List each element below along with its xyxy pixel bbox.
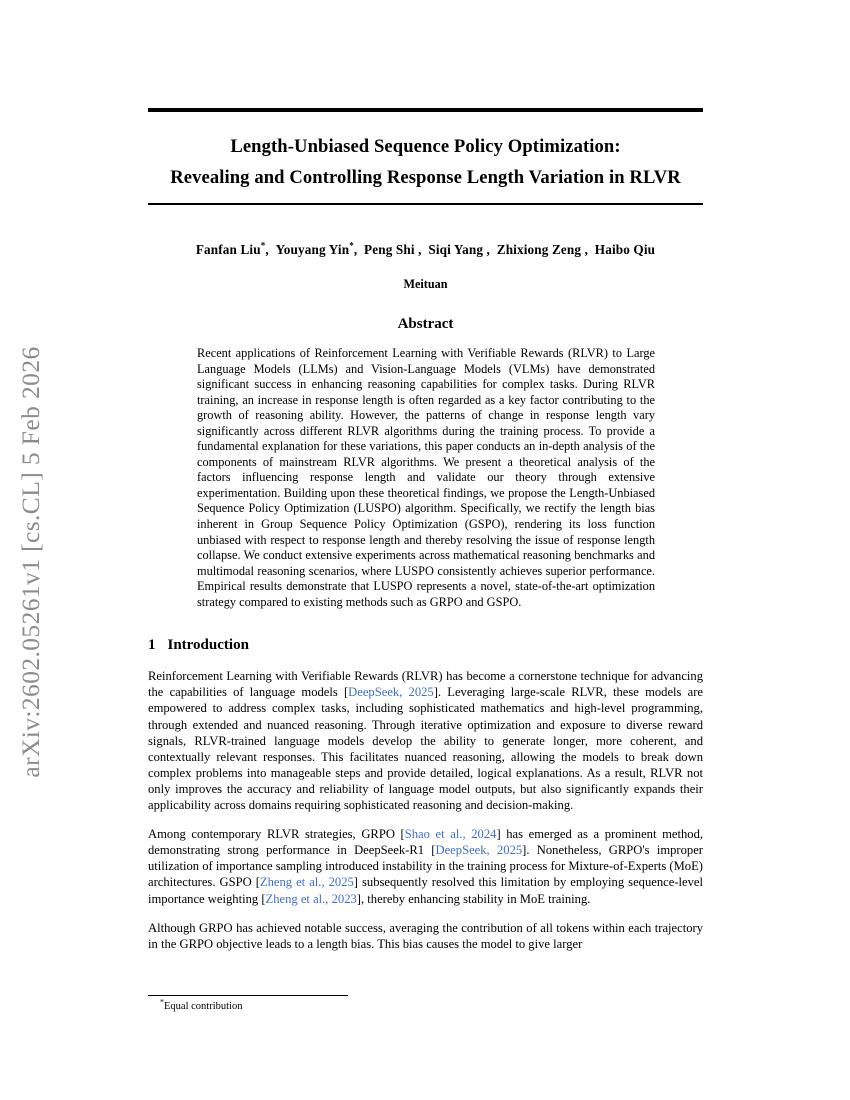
abstract-heading: Abstract <box>397 316 454 332</box>
author-name: Peng Shi <box>364 242 415 257</box>
author-footnote-marker: * <box>260 240 266 251</box>
author-separator: , <box>414 242 429 257</box>
abstract-text: Recent applications of Reinforcement Learning with Verifiable Rewards (RLVR) to Large Language Models (LLMs) and Vision-Language Models (VLMs) have demonstrated significant success in enhancing reasoning capabilities for complex tasks. During RLVR training, an increase in response length is often regarded as a key factor contributing to the growth of reasoning ability. However, the patterns of change in response length vary significantly across different RLVR algorithms during the training process. To provide a fundamental explanation for these variations, this paper conducts an in-depth analysis of the components of mainstream RLVR algorithms. We present a theoretical analysis of the factors influencing response length and validate our theory through extensive experimentation. Building upon these theoretical findings, we propose the Length-Unbiased Sequence Policy Optimization (LUSPO) algorithm. Specifically, we rectify the length bias inherent in Group Sequence Policy Optimization (GSPO), rendering its loss function unbiased with respect to response length and thereby resolving the issue of response length collapse. We conduct extensive experiments across mathematical reasoning benchmarks and multimodal reasoning scenarios, where LUSPO consistently achieves superior performance. Empirical results demonstrate that LUSPO represents a novel, state-of-the-art optimization strategy compared to existing methods such as GRPO and GSPO. <box>197 346 655 609</box>
arxiv-stamp <box>0 0 62 1100</box>
intro-p1-text-a: Reinforcement Learning with Verifiable Rewards (RLVR) has become a cornerstone technique for advancing the capabilities of language models [ <box>148 669 703 700</box>
citation-link-zheng-2023[interactable]: Zheng et al., 2023 <box>265 891 357 906</box>
intro-paragraph-1 <box>148 668 703 813</box>
section-title: Introduction <box>167 637 249 654</box>
citation-link-shao-2024[interactable]: Shao et al., 2024 <box>404 827 497 842</box>
author-separator: , <box>353 242 365 257</box>
author-name: Zhixiong Zeng <box>496 242 582 257</box>
intro-p2-text-b: ] has emerged as a prominent method, demonstrating strong performance in DeepSeek-R1 [ <box>148 827 704 858</box>
author-separator: , <box>265 242 276 257</box>
citation-link-zheng-2025[interactable]: Zheng et al., 2025 <box>259 875 354 890</box>
intro-p2-text-c: ]. Nonetheless, GRPO's improper utilization of importance sampling introduced instability in the training process for Mixture-of-Experts (MoE) architectures. GSPO [ <box>148 843 703 890</box>
footnote-area <box>148 995 703 1013</box>
intro-p2-text-e: ], thereby enhancing stability in MoE training. <box>356 891 591 906</box>
author-separator: , <box>483 242 497 257</box>
arxiv-stamp-text: arXiv:2602.05261v1 [cs.CL] 5 Feb 2026 <box>16 346 45 778</box>
intro-paragraph-3: Although GRPO has achieved notable success, averaging the contribution of all tokens within each trajectory in the GRPO objective leads to a length bias. This bias causes the model to give larger <box>148 920 703 951</box>
intro-p1-text-b: ]. Leveraging large-scale RLVR, these models are empowered to address complex tasks, including sophisticated mathematics and high-level programming, through extended and nuanced reasoning. Through iterative optimization and exposure to diverse reward signals, RLVR-trained language models develop the ability to generate longer, more coherent, and contextually relevant responses. This facilitates nuanced reasoning, allowing the models to break down complex problems into manageable steps and provide detailed, logical explanations. As a result, RLVR not only improves the accuracy and reliability of language model outputs, but also significantly expands their applicability across domains requiring sophisticated reasoning and decision-making. <box>148 685 704 813</box>
footnote-equal-contribution <box>148 997 703 1013</box>
paper-page <box>148 0 703 1100</box>
intro-p2-text-a: Among contemporary RLVR strategies, GRPO [ <box>148 827 405 842</box>
footnote-label: Equal contribution <box>164 1001 243 1013</box>
author-name: Haibo Qiu <box>594 242 656 257</box>
citation-link-deepseek-2025[interactable]: DeepSeek, 2025 <box>348 685 434 700</box>
footnote-rule <box>148 995 348 996</box>
author-name: Siqi Yang <box>428 242 484 257</box>
author-name: Fanfan Liu <box>195 242 261 257</box>
intro-paragraph-2 <box>148 826 703 906</box>
section-heading-introduction <box>148 637 703 654</box>
footnote-marker: * <box>160 997 164 1007</box>
paper-title <box>148 112 703 193</box>
section-number: 1 <box>148 637 156 654</box>
title-line-2: Revealing and Controlling Response Length Variation in RLVR <box>170 167 681 188</box>
intro-p2-text-d: ] subsequently resolved this limitation by employing sequence-level importance weighting [ <box>148 875 703 906</box>
author-separator: , <box>581 242 595 257</box>
author-footnote-marker: * <box>349 240 354 251</box>
author-name: Youyang Yin <box>275 242 350 257</box>
title-bottom-rule <box>148 203 703 205</box>
citation-link-deepseek-2025-b[interactable]: DeepSeek, 2025 <box>435 843 523 858</box>
title-line-1: Length-Unbiased Sequence Policy Optimization: <box>230 136 621 157</box>
affiliation: Meituan <box>403 277 448 291</box>
author-list <box>148 242 703 258</box>
